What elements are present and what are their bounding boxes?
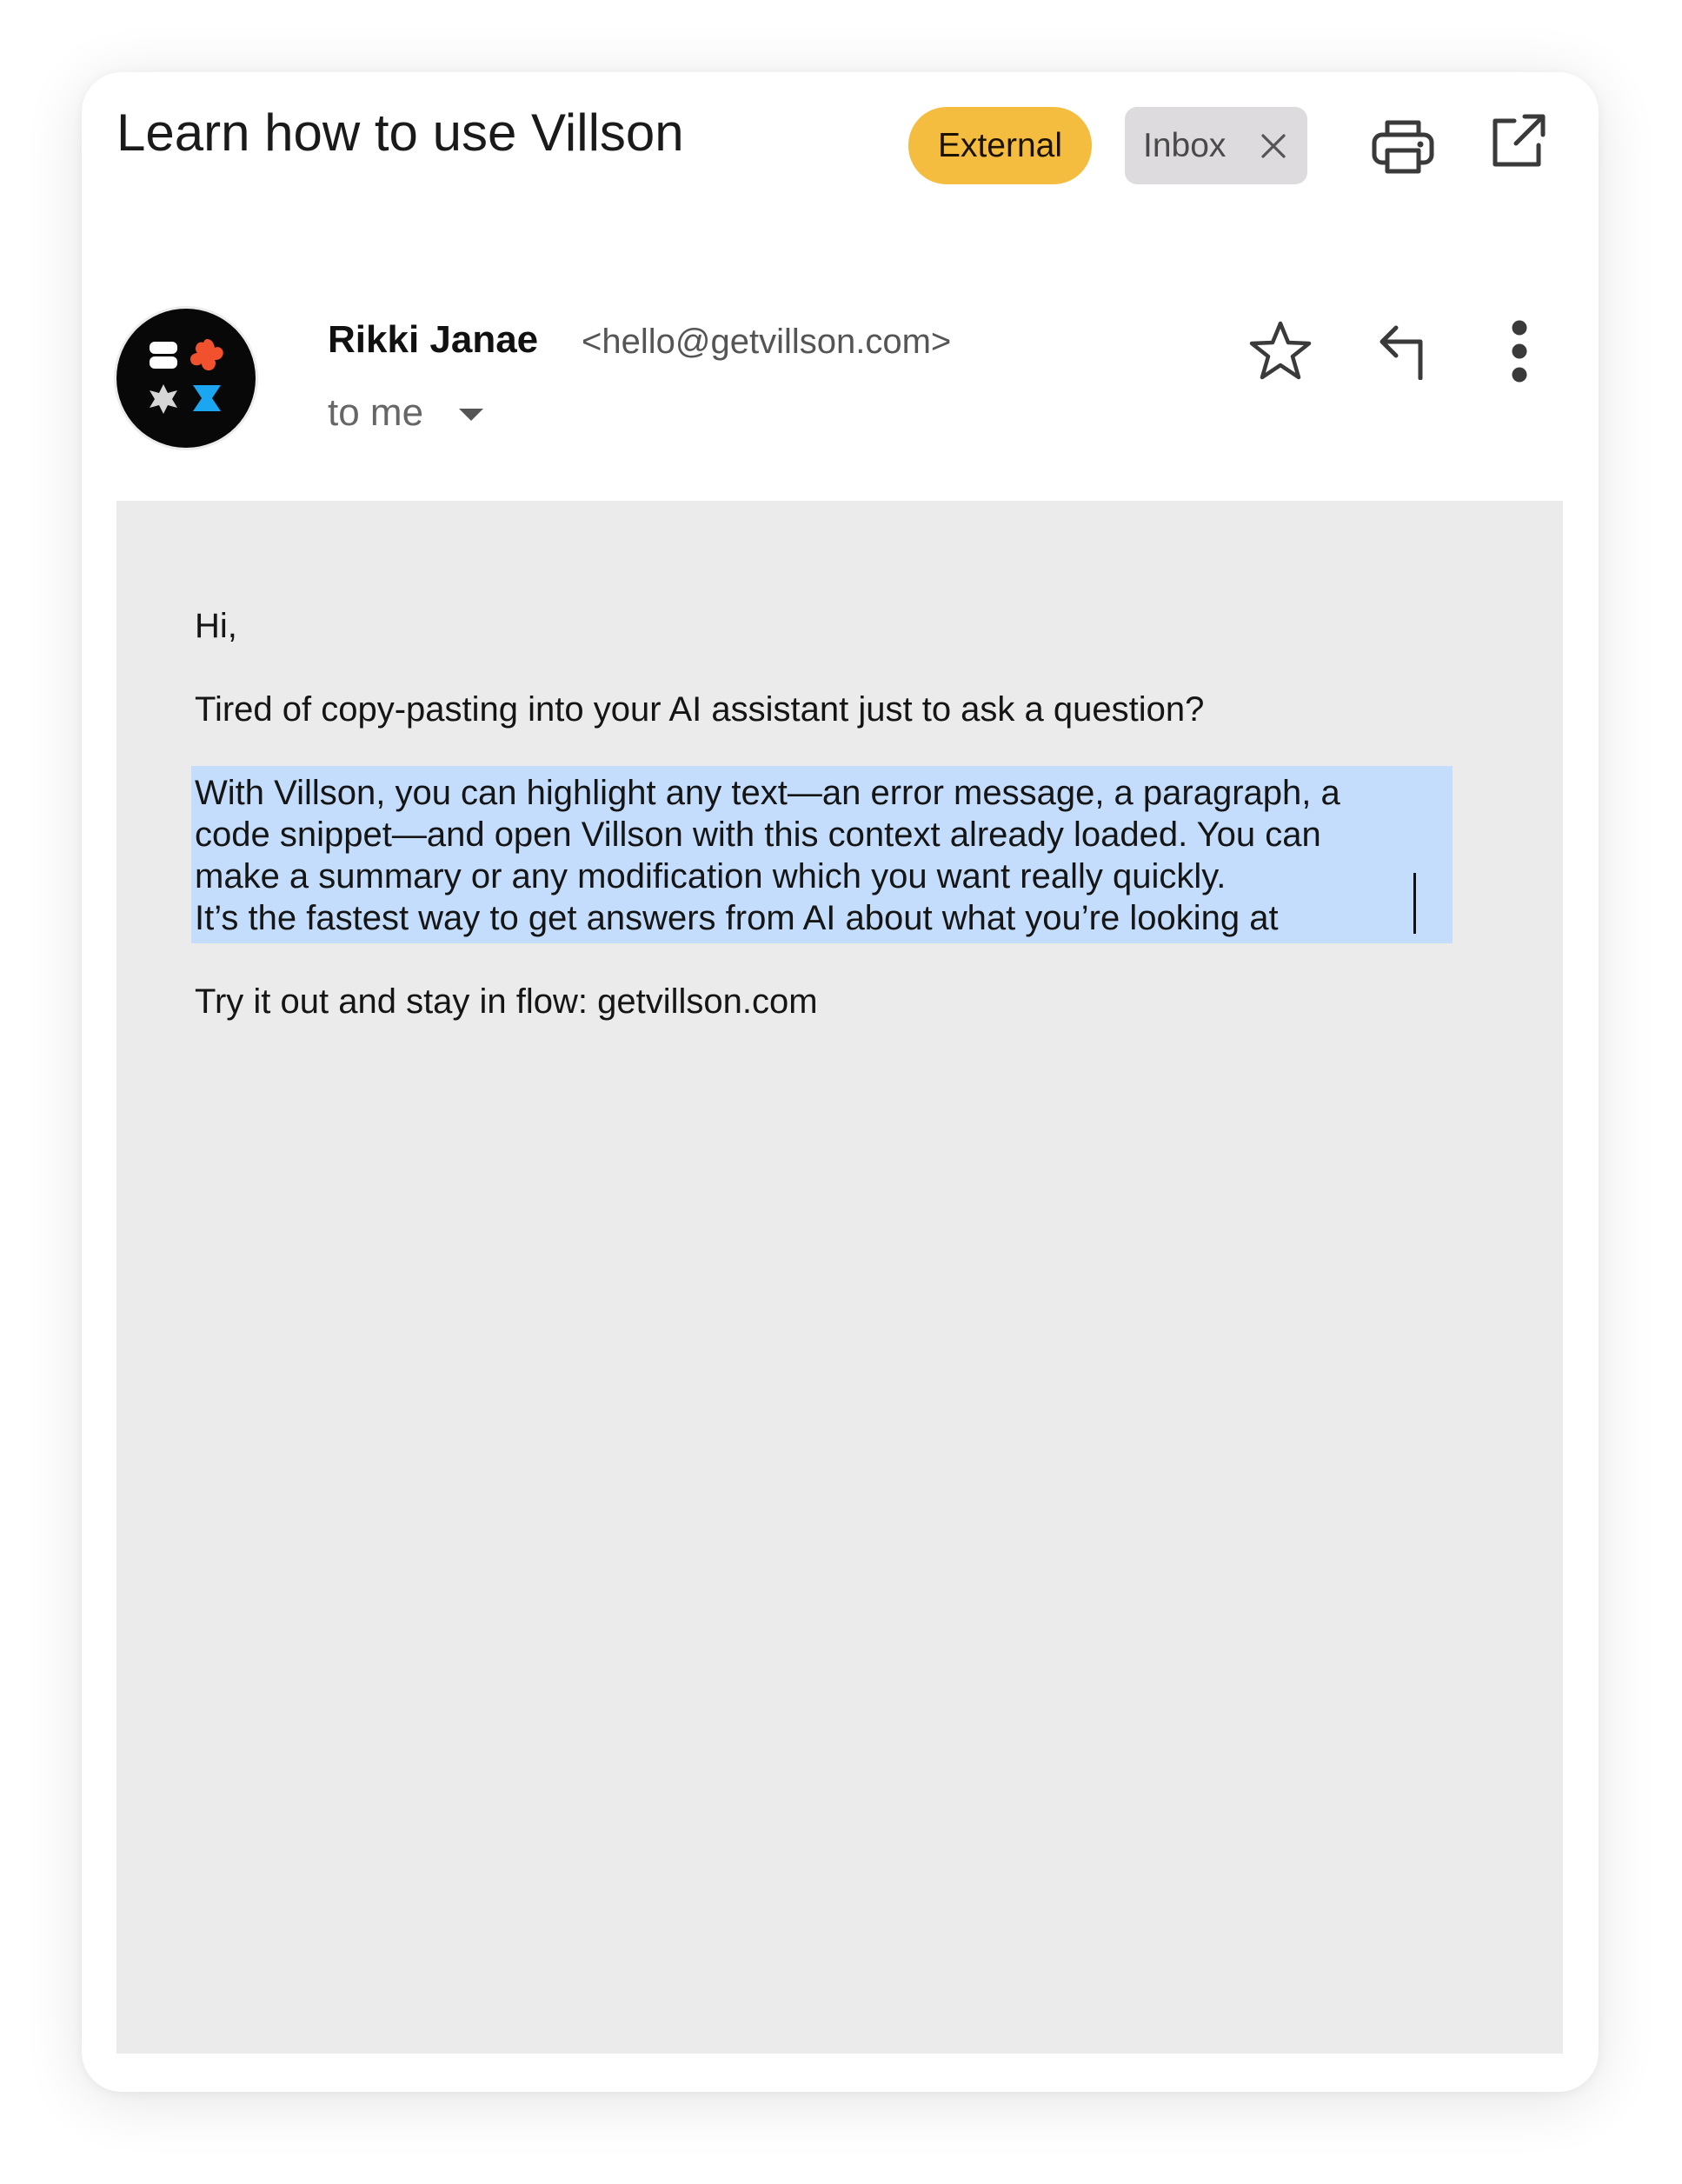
sender-name: Rikki Janae [328, 318, 539, 361]
email-body[interactable] [116, 501, 1563, 2054]
remove-label-icon[interactable] [1259, 131, 1288, 161]
email-subject: Learn how to use Villson [116, 103, 684, 162]
recipient-label: to me [328, 391, 424, 434]
star-icon [1248, 320, 1313, 381]
highlighted-line: It’s the fastest way to get answers from AI about what you’re looking at [195, 899, 1279, 937]
chevron-down-icon [458, 407, 484, 423]
more-vertical-icon [1509, 319, 1530, 383]
print-icon [1370, 117, 1436, 175]
text-cursor [1413, 873, 1416, 934]
email-closing: Try it out and stay in flow: getvillson.com [195, 982, 818, 1021]
reply-button[interactable] [1379, 323, 1426, 380]
villson-logo-icon [116, 309, 256, 448]
sender-email: <hello@getvillson.com> [582, 323, 952, 361]
open-in-new-window-button[interactable] [1490, 112, 1547, 170]
external-label-chip[interactable]: External [908, 107, 1092, 184]
highlighted-line: code snippet—and open Villson with this context already loaded. You can [195, 816, 1321, 854]
inbox-label-chip[interactable] [1125, 107, 1307, 184]
email-paragraph: Tired of copy-pasting into your AI assistant just to ask a question? [195, 690, 1205, 729]
highlighted-line: With Villson, you can highlight any text—an error message, a paragraph, a [195, 774, 1340, 812]
email-greeting: Hi, [195, 607, 237, 645]
inbox-label-text: Inbox [1143, 127, 1227, 164]
sender-avatar[interactable] [116, 309, 256, 448]
star-button[interactable] [1248, 320, 1313, 381]
recipient-details-toggle[interactable] [328, 391, 484, 434]
open-in-new-icon [1490, 112, 1547, 170]
reply-icon [1379, 323, 1426, 380]
more-options-button[interactable] [1509, 319, 1530, 383]
print-button[interactable] [1370, 117, 1436, 175]
highlighted-line: make a summary or any modification which you want really quickly. [195, 857, 1227, 896]
email-card [82, 72, 1599, 2092]
